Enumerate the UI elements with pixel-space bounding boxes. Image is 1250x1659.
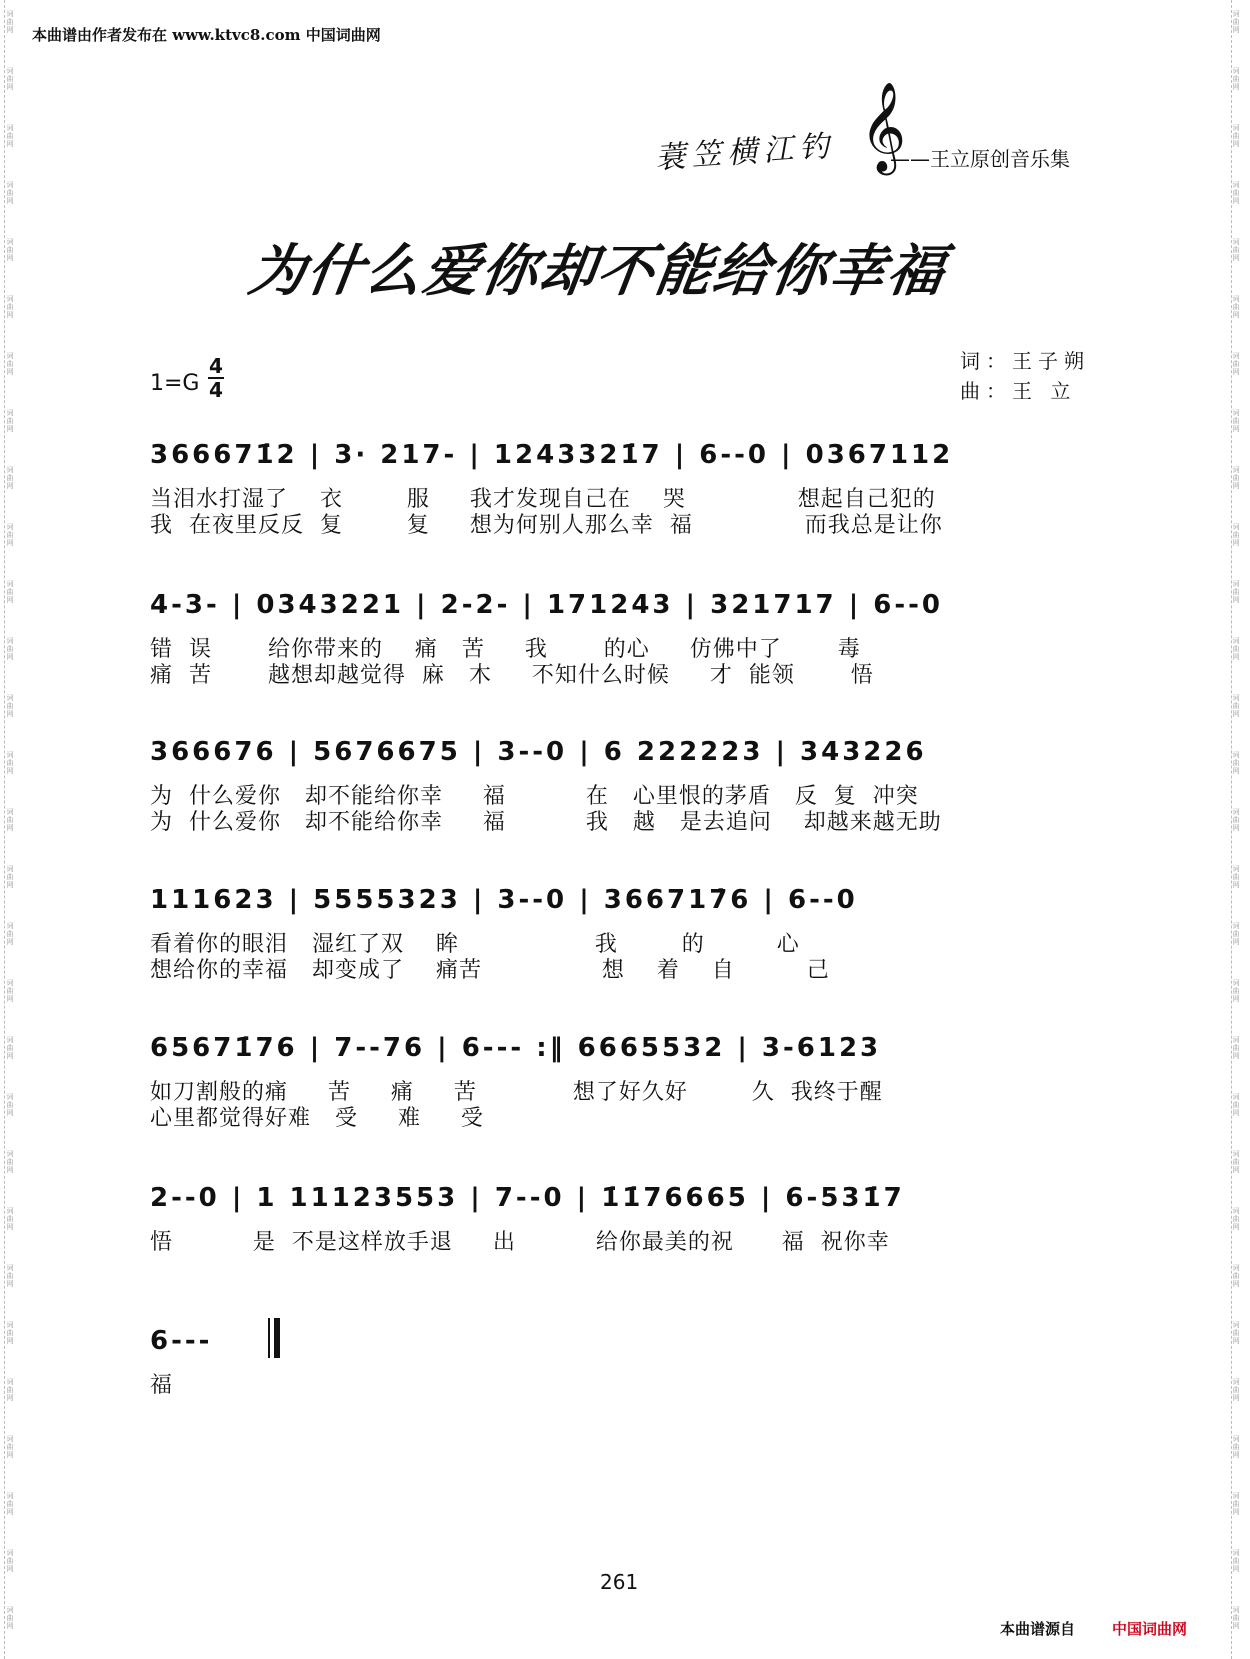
watermark-mark: 词 曲 网	[6, 238, 14, 262]
watermark-mark: 词 曲 网	[6, 1264, 14, 1288]
lyric-verse-1: 如刀割般的痛 苦 痛 苦 想了好久好 久 我终于醒	[150, 1080, 883, 1105]
watermark-mark: 词 曲 网	[1232, 10, 1240, 34]
watermark-mark: 词 曲 网	[6, 124, 14, 148]
watermark-mark: 词 曲 网	[6, 409, 14, 433]
notation-line: 2--0 | 1 11123553 | 7--0 | 1̇1̇76665 | 6-531̇7	[150, 1183, 905, 1213]
watermark-mark: 词 曲 网	[6, 979, 14, 1003]
watermark-mark: 词 曲 网	[6, 1207, 14, 1231]
watermark-mark: 词 曲 网	[6, 181, 14, 205]
watermark-mark: 词 曲 网	[1232, 1036, 1240, 1060]
final-barline-thick	[274, 1318, 280, 1358]
time-signature-bottom: 4	[209, 378, 223, 402]
watermark-mark: 词 曲 网	[6, 1150, 14, 1174]
watermark-mark: 词 曲 网	[1232, 67, 1240, 91]
watermark-mark: 词 曲 网	[6, 67, 14, 91]
watermark-mark: 词 曲 网	[1232, 979, 1240, 1003]
lyric-verse-2: 想给你的幸福 却变成了 痛苦 想 着 自 己	[150, 958, 830, 983]
notation-line: 6---	[150, 1326, 213, 1356]
composer-credit: 曲：王 立	[960, 379, 1077, 403]
notation-line: 366676 | 5676675 | 3--0 | 6 222223 | 343226	[150, 737, 927, 767]
watermark-mark: 词 曲 网	[6, 466, 14, 490]
watermark-mark: 词 曲 网	[6, 865, 14, 889]
collection-title: 蓑笠横江钓	[654, 128, 837, 177]
watermark-mark: 词 曲 网	[1232, 181, 1240, 205]
notation-line: 4-3- | 0343221 | 2-2- | 171243 | 321717 | 6--0	[150, 590, 944, 620]
watermark-mark: 词 曲 网	[1232, 637, 1240, 661]
watermark-mark: 词 曲 网	[1232, 409, 1240, 433]
lyric-verse-2: 我 在夜里反反 复 复 想为何别人那么幸 福 而我总是让你	[150, 513, 943, 538]
watermark-mark: 词 曲 网	[6, 352, 14, 376]
watermark-mark: 词 曲 网	[6, 922, 14, 946]
lyric-verse-1: 福	[150, 1373, 174, 1398]
watermark-mark: 词 曲 网	[1232, 466, 1240, 490]
lyric-verse-2: 心里都觉得好难 受 难 受	[150, 1106, 484, 1131]
lyric-verse-2: 痛 苦 越想却越觉得 麻 木 不知什么时候 才 能领 悟	[150, 663, 874, 688]
notation-line: 366671̇2 | 3· 217- | 1243321̇7 | 6--0 | 0367112	[150, 440, 954, 470]
watermark-mark: 词 曲 网	[1232, 295, 1240, 319]
song-title: 为什么爱你却不能给你幸福	[244, 238, 951, 304]
watermark-mark: 词 曲 网	[1232, 1549, 1240, 1573]
watermark-mark: 词 曲 网	[1232, 1321, 1240, 1345]
watermark-mark: 词 曲 网	[1232, 1264, 1240, 1288]
treble-clef-icon: 𝄞	[860, 82, 907, 172]
final-barline-thin	[268, 1318, 270, 1358]
watermark-mark: 词 曲 网	[1232, 751, 1240, 775]
watermark-mark: 词 曲 网	[6, 1036, 14, 1060]
watermark-mark: 词 曲 网	[6, 523, 14, 547]
watermark-mark: 词 曲 网	[1232, 523, 1240, 547]
watermark-mark: 词 曲 网	[1232, 1378, 1240, 1402]
watermark-mark: 词 曲 网	[1232, 1093, 1240, 1117]
lyric-verse-1: 错 误 给你带来的 痛 苦 我 的心 仿佛中了 毒	[150, 637, 861, 662]
time-signature	[208, 356, 224, 400]
footer-site-link[interactable]: 中国词曲网	[1112, 1620, 1188, 1638]
watermark-mark: 词 曲 网	[6, 580, 14, 604]
watermark-mark: 词 曲 网	[1232, 694, 1240, 718]
watermark-mark: 词 曲 网	[6, 1492, 14, 1516]
footer-source-label: 本曲谱源自	[1000, 1620, 1076, 1638]
watermark-mark: 词 曲 网	[1232, 1606, 1240, 1630]
lyricist-credit: 词：王子朔	[960, 349, 1090, 373]
watermark-mark: 词 曲 网	[1232, 238, 1240, 262]
lyric-verse-1: 悟 是 不是这样放手退 出 给你最美的祝 福 祝你幸	[150, 1230, 890, 1255]
page-number: 261	[600, 1570, 639, 1594]
watermark-mark: 词 曲 网	[1232, 352, 1240, 376]
notation-line: 65671̇76 | 7--76 | 6--- :‖ 6665532 | 3-6123	[150, 1033, 882, 1063]
watermark-mark: 词 曲 网	[6, 295, 14, 319]
watermark-mark: 词 曲 网	[6, 1435, 14, 1459]
lyric-verse-1: 为 什么爱你 却不能给你幸 福 在 心里恨的茅盾 反 复 冲突	[150, 784, 919, 809]
collection-subtitle: ——王立原创音乐集	[890, 147, 1070, 171]
watermark-mark: 词 曲 网	[6, 1321, 14, 1345]
watermark-mark: 词 曲 网	[1232, 124, 1240, 148]
watermark-mark: 词 曲 网	[6, 637, 14, 661]
watermark-mark: 词 曲 网	[6, 10, 14, 34]
watermark-mark: 词 曲 网	[1232, 1492, 1240, 1516]
watermark-mark: 词 曲 网	[6, 1378, 14, 1402]
watermark-mark: 词 曲 网	[1232, 808, 1240, 832]
notation-line: 111623 | 5555323 | 3--0 | 366717̇6 | 6--0	[150, 885, 858, 915]
watermark-mark: 词 曲 网	[1232, 922, 1240, 946]
watermark-mark: 词 曲 网	[6, 1093, 14, 1117]
watermark-mark: 词 曲 网	[6, 1549, 14, 1573]
watermark-mark: 词 曲 网	[6, 751, 14, 775]
lyric-verse-1: 看着你的眼泪 湿红了双 眸 我 的 心	[150, 932, 800, 957]
watermark-mark: 词 曲 网	[6, 694, 14, 718]
source-note: 本曲谱由作者发布在 www.ktvc8.com 中国词曲网	[32, 26, 381, 44]
lyric-verse-1: 当泪水打湿了 衣 服 我才发现自己在 哭 想起自己犯的	[150, 487, 936, 512]
watermark-mark: 词 曲 网	[1232, 1207, 1240, 1231]
lyric-verse-2: 为 什么爱你 却不能给你幸 福 我 越 是去追问 却越来越无助	[150, 810, 942, 835]
watermark-mark: 词 曲 网	[1232, 865, 1240, 889]
time-signature-top: 4	[209, 354, 223, 378]
watermark-mark: 词 曲 网	[1232, 580, 1240, 604]
key-signature: 1=G	[150, 371, 200, 396]
watermark-mark: 词 曲 网	[6, 1606, 14, 1630]
watermark-mark: 词 曲 网	[6, 808, 14, 832]
watermark-mark: 词 曲 网	[1232, 1150, 1240, 1174]
watermark-mark: 词 曲 网	[1232, 1435, 1240, 1459]
